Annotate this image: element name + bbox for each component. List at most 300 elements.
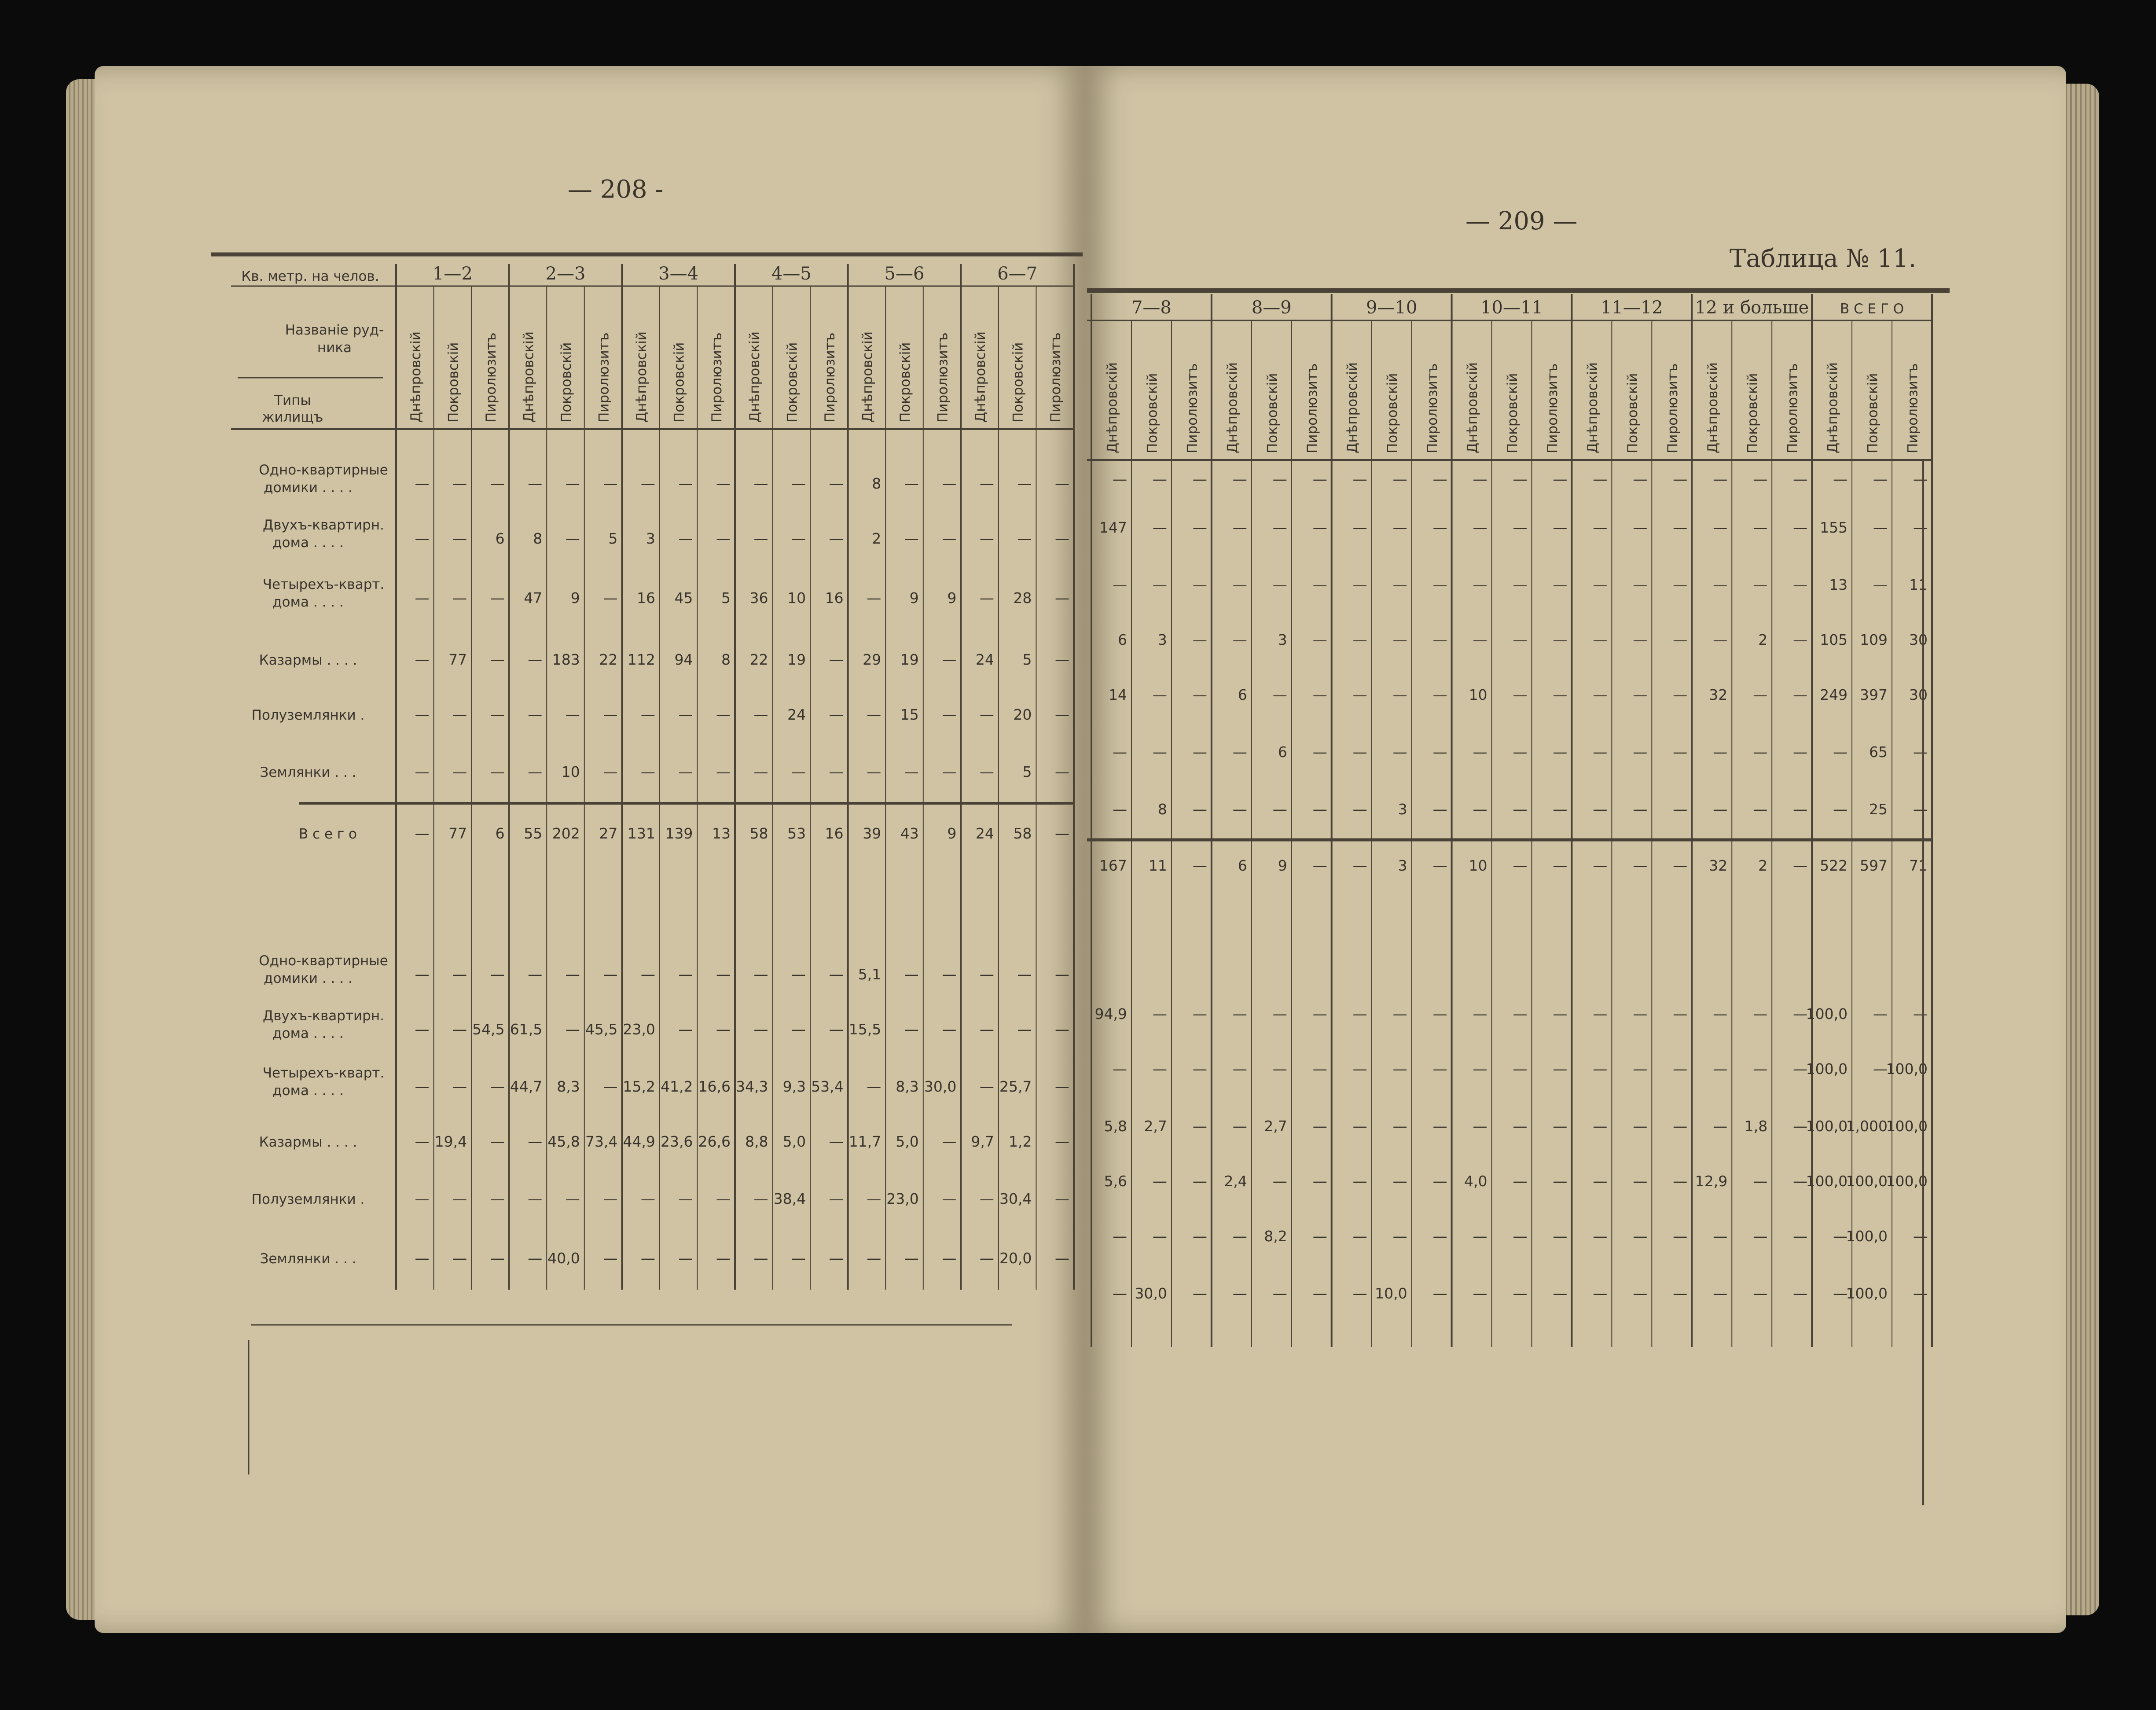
abs-cell: — — [1272, 471, 1287, 488]
mine-column-header: Пиролюзитъ — [1544, 363, 1561, 453]
abs-cell: — — [1553, 471, 1568, 488]
pct-cell: — — [1392, 1060, 1407, 1077]
abs-cell: — — [1432, 686, 1447, 703]
total-row-label: В с е г о — [298, 826, 357, 842]
pct-cell: — — [1553, 1118, 1568, 1135]
abs-cell: — — [1513, 576, 1528, 593]
abs-cell: — — [1633, 471, 1648, 488]
abs-cell: — — [829, 475, 844, 492]
abs-cell: — — [565, 530, 580, 547]
abs-cell: — — [942, 530, 957, 547]
total-cell: 24 — [975, 825, 994, 842]
mine-column-header: Покровскій — [671, 342, 687, 423]
abs-cell: 8 — [533, 530, 543, 547]
abs-cell: — — [1473, 519, 1488, 536]
total-cell: — — [1673, 857, 1688, 874]
abs-cell: — — [1272, 801, 1287, 818]
pct-cell: — — [716, 1021, 731, 1038]
mine-column-header: Днѣпровскій — [746, 331, 763, 423]
pct-cell: — — [1017, 1021, 1032, 1038]
pct-cell: 26,6 — [698, 1133, 731, 1150]
total-cell: 58 — [1013, 825, 1032, 842]
total-cell: — — [1312, 857, 1327, 874]
abs-cell: — — [528, 475, 543, 492]
abs-cell: 6 — [1238, 686, 1247, 703]
pct-cell: — — [1673, 1005, 1688, 1022]
abs-cell: — — [1392, 743, 1407, 761]
abs-cell: — — [490, 589, 505, 607]
pct-cell: — — [1593, 1118, 1608, 1135]
abs-cell: — — [829, 651, 844, 668]
mine-column-header: Пиролюзитъ — [596, 332, 612, 423]
pct-cell: — — [490, 1078, 505, 1095]
abs-cell: — — [1713, 743, 1728, 761]
abs-cell: — — [1152, 743, 1167, 761]
pct-cell: 45,8 — [547, 1133, 580, 1150]
abs-cell: — — [1633, 743, 1648, 761]
abs-cell: — — [716, 475, 731, 492]
abs-cell: — — [1473, 576, 1488, 593]
pct-cell: — — [1713, 1285, 1728, 1302]
abs-cell: 112 — [627, 651, 655, 668]
abs-cell: 14 — [1108, 686, 1127, 703]
pct-cell: — — [1513, 1060, 1528, 1077]
pct-cell: — — [640, 1250, 655, 1267]
pct-cell: — — [490, 1133, 505, 1150]
abs-cell: — — [1553, 519, 1568, 536]
pct-cell: — — [1432, 1173, 1447, 1190]
abs-cell: — — [1152, 519, 1167, 536]
total-cell: 58 — [749, 825, 768, 842]
abs-cell: — — [1232, 631, 1247, 648]
abs-cell: — — [528, 651, 543, 668]
abs-cell: — — [1633, 519, 1648, 536]
total-cell: — — [1553, 857, 1568, 874]
mine-caption: Названіе руд- — [285, 322, 384, 338]
pct-cell: — — [942, 1190, 957, 1207]
abs-cell: — — [904, 763, 919, 780]
abs-cell: — — [1553, 801, 1568, 818]
pct-cell: — — [528, 966, 543, 983]
pct-cell: 53,4 — [811, 1078, 844, 1095]
pct-cell: — — [1673, 1228, 1688, 1245]
pct-cell: — — [603, 1250, 618, 1267]
pct-cell: — — [415, 1021, 430, 1038]
abs-cell: 147 — [1099, 519, 1127, 536]
pct-cell: — — [867, 1190, 881, 1207]
pct-cell: — — [528, 1190, 543, 1207]
abs-cell: — — [490, 475, 505, 492]
abs-cell: 8 — [1157, 801, 1167, 818]
total-cell: 55 — [524, 825, 543, 842]
pct-cell: — — [452, 1250, 467, 1267]
pct-cell: 100,0 — [1846, 1173, 1888, 1190]
abs-cell: 5 — [721, 589, 731, 607]
pct-cell: — — [1633, 1005, 1648, 1022]
abs-cell: 10 — [561, 763, 580, 780]
pct-cell: — — [1192, 1228, 1207, 1245]
pct-cell: — — [716, 1190, 731, 1207]
abs-cell: — — [1432, 801, 1447, 818]
group-header: 4—5 — [771, 264, 812, 284]
abs-cell: 16 — [636, 589, 655, 607]
abs-cell: — — [415, 475, 430, 492]
abs-cell: — — [1913, 471, 1928, 488]
abs-cell: — — [1593, 576, 1608, 593]
abs-cell: — — [1392, 519, 1407, 536]
abs-cell: — — [1272, 576, 1287, 593]
abs-cell: — — [1513, 743, 1528, 761]
abs-cell: — — [678, 763, 693, 780]
total-cell: 2 — [1758, 857, 1768, 874]
abs-cell: — — [1593, 471, 1608, 488]
abs-cell: — — [1673, 471, 1688, 488]
pct-cell: — — [678, 966, 693, 983]
mine-column-header: Днѣпровскій — [634, 331, 650, 423]
pct-cell: — — [1513, 1118, 1528, 1135]
pct-row-label: Землянки . . . — [260, 1251, 356, 1267]
pct-cell: — — [452, 1078, 467, 1095]
pct-cell: 38,4 — [773, 1190, 806, 1207]
pct-cell: — — [1753, 1285, 1768, 1302]
pct-cell: 11,7 — [848, 1133, 881, 1150]
pct-cell: — — [1112, 1060, 1127, 1077]
pct-cell: — — [1793, 1285, 1808, 1302]
abs-cell: — — [1673, 686, 1688, 703]
abs-cell: 5 — [1022, 651, 1032, 668]
mine-column-header: Покровскій — [1264, 373, 1281, 453]
abs-cell: — — [1713, 631, 1728, 648]
total-cell: 39 — [863, 825, 881, 842]
pct-cell: — — [1232, 1060, 1247, 1077]
mine-column-header: Пиролюзитъ — [1905, 363, 1921, 453]
abs-cell: — — [1913, 519, 1928, 536]
total-cell: 167 — [1099, 857, 1127, 874]
pct-cell: — — [1473, 1228, 1488, 1245]
abs-cell: — — [1753, 686, 1768, 703]
abs-cell: — — [791, 763, 806, 780]
pct-cell: — — [1432, 1228, 1447, 1245]
abs-row-label: дома . . . . — [272, 535, 344, 551]
pct-cell: — — [1192, 1173, 1207, 1190]
pct-cell: 100,0 — [1806, 1060, 1848, 1077]
pct-cell: 16,6 — [698, 1078, 731, 1095]
pct-cell: 100,0 — [1806, 1005, 1848, 1022]
total-cell: — — [1192, 857, 1207, 874]
abs-cell: 2 — [872, 530, 881, 547]
pct-cell: — — [716, 966, 731, 983]
abs-cell: 19 — [787, 651, 806, 668]
abs-cell: — — [1352, 686, 1367, 703]
abs-cell: — — [1793, 576, 1808, 593]
pct-cell: 2,4 — [1224, 1173, 1247, 1190]
pct-cell: — — [1152, 1228, 1167, 1245]
abs-cell: — — [1432, 471, 1447, 488]
corner-header: Кв. метр. на челов. — [241, 268, 379, 284]
mine-column-header: Пиролюзитъ — [1184, 363, 1201, 453]
mine-column-header: Днѣпровскій — [521, 331, 537, 423]
abs-cell: — — [603, 763, 618, 780]
abs-cell: — — [603, 706, 618, 723]
abs-cell: 155 — [1820, 519, 1848, 536]
abs-cell: 32 — [1709, 686, 1728, 703]
pct-cell: 23,6 — [660, 1133, 693, 1150]
abs-cell: — — [1312, 801, 1327, 818]
pct-cell: — — [528, 1250, 543, 1267]
abs-cell: 36 — [749, 589, 768, 607]
pct-cell: — — [1473, 1060, 1488, 1077]
abs-cell: — — [452, 475, 467, 492]
pct-cell: 10,0 — [1375, 1285, 1407, 1302]
pct-cell: — — [565, 966, 580, 983]
abs-cell: 22 — [599, 651, 618, 668]
pct-cell: — — [1192, 1005, 1207, 1022]
pct-cell: — — [1352, 1118, 1367, 1135]
total-cell: 13 — [712, 825, 731, 842]
pct-cell: — — [678, 1250, 693, 1267]
abs-cell: 5 — [608, 530, 618, 547]
pct-cell: — — [1673, 1118, 1688, 1135]
mine-column-header: Покровскій — [1144, 373, 1161, 453]
pct-cell: — — [904, 966, 919, 983]
abs-cell: — — [1553, 576, 1568, 593]
abs-cell: — — [1392, 471, 1407, 488]
abs-cell: — — [1432, 743, 1447, 761]
abs-cell: — — [1673, 801, 1688, 818]
pct-row-label: дома . . . . — [272, 1083, 344, 1099]
abs-cell: — — [1312, 743, 1327, 761]
abs-cell: 30 — [1909, 686, 1928, 703]
pct-cell: — — [603, 1078, 618, 1095]
mine-column-header: Днѣпровскій — [408, 331, 424, 423]
group-header: 11—12 — [1600, 298, 1663, 318]
pct-cell: 9,3 — [782, 1078, 806, 1095]
pct-cell: — — [1553, 1228, 1568, 1245]
abs-cell: — — [1192, 576, 1207, 593]
pct-cell: — — [1553, 1285, 1568, 1302]
pct-cell: — — [1352, 1060, 1367, 1077]
abs-cell: — — [979, 706, 994, 723]
abs-cell: — — [1432, 519, 1447, 536]
abs-cell: — — [1553, 631, 1568, 648]
abs-cell: — — [1392, 631, 1407, 648]
abs-cell: — — [1673, 519, 1688, 536]
pct-cell: — — [1312, 1173, 1327, 1190]
abs-cell: — — [1633, 801, 1648, 818]
mine-column-header: Покровскій — [1505, 373, 1521, 453]
pct-cell: — — [1232, 1228, 1247, 1245]
pct-cell: 5,8 — [1104, 1118, 1127, 1135]
pct-cell: — — [791, 1250, 806, 1267]
abs-row-label: домики . . . . — [264, 480, 353, 496]
mine-column-header: Пиролюзитъ — [822, 332, 838, 423]
mine-column-header: Покровскій — [784, 342, 801, 423]
pct-cell: — — [1913, 1285, 1928, 1302]
abs-cell: 105 — [1820, 631, 1848, 648]
pct-cell: — — [942, 1021, 957, 1038]
pct-cell: — — [1473, 1005, 1488, 1022]
pct-cell: — — [1873, 1005, 1888, 1022]
abs-cell: — — [603, 589, 618, 607]
mine-column-header: Днѣпровскій — [1344, 362, 1361, 453]
group-header: 7—8 — [1131, 298, 1172, 318]
pct-cell: — — [1017, 966, 1032, 983]
pct-cell: — — [1055, 966, 1069, 983]
abs-cell: — — [1232, 743, 1247, 761]
pct-cell: — — [1152, 1060, 1167, 1077]
pct-cell: — — [1272, 1005, 1287, 1022]
pct-row-label: Одно-квартирные — [259, 953, 388, 969]
abs-cell: — — [1633, 576, 1648, 593]
abs-cell: — — [1152, 576, 1167, 593]
total-cell: 16 — [825, 825, 844, 842]
pct-cell: 44,9 — [623, 1133, 655, 1150]
abs-cell: — — [1112, 471, 1127, 488]
pct-cell: — — [1673, 1285, 1688, 1302]
abs-cell: 3 — [646, 530, 655, 547]
abs-cell: — — [1192, 686, 1207, 703]
pct-cell: 1,000 — [1846, 1118, 1888, 1135]
abs-cell: — — [904, 530, 919, 547]
abs-cell: — — [1833, 743, 1848, 761]
mine-column-header: Днѣпровскій — [1825, 362, 1841, 453]
pct-cell: — — [1513, 1228, 1528, 1245]
pct-cell: 54,5 — [472, 1021, 505, 1038]
pct-cell: — — [1753, 1005, 1768, 1022]
pct-cell: — — [1713, 1005, 1728, 1022]
pct-cell: — — [415, 966, 430, 983]
total-cell: — — [1513, 857, 1528, 874]
mine-column-header: Покровскій — [1385, 373, 1401, 453]
abs-cell: 22 — [749, 651, 768, 668]
pct-cell: — — [1352, 1173, 1367, 1190]
abs-cell: 3 — [1278, 631, 1287, 648]
abs-cell: — — [1753, 471, 1768, 488]
total-cell: — — [415, 825, 430, 842]
abs-cell: 10 — [787, 589, 806, 607]
pct-cell: 100,0 — [1846, 1285, 1888, 1302]
abs-cell: 45 — [674, 589, 693, 607]
total-cell: 6 — [1238, 857, 1247, 874]
pct-cell: — — [1753, 1060, 1768, 1077]
abs-cell: — — [1713, 471, 1728, 488]
pct-cell: — — [1432, 1005, 1447, 1022]
pct-cell: — — [1055, 1078, 1069, 1095]
pct-cell: — — [979, 1078, 994, 1095]
pct-cell: — — [415, 1133, 430, 1150]
pct-cell: — — [1553, 1173, 1568, 1190]
abs-cell: — — [1513, 631, 1528, 648]
total-cell: — — [1593, 857, 1608, 874]
pct-cell: — — [1312, 1005, 1327, 1022]
abs-cell: — — [1192, 801, 1207, 818]
pct-cell: 100,0 — [1806, 1173, 1848, 1190]
mine-column-header: Покровскій — [558, 342, 574, 423]
types-caption: жилищъ — [262, 409, 323, 425]
pct-cell: 15,5 — [848, 1021, 881, 1038]
pct-cell: — — [1593, 1285, 1608, 1302]
abs-cell: — — [603, 475, 618, 492]
abs-cell: — — [1055, 589, 1069, 607]
abs-cell: 10 — [1469, 686, 1488, 703]
abs-cell: — — [1232, 801, 1247, 818]
pct-cell: — — [1713, 1060, 1728, 1077]
abs-cell: — — [1192, 471, 1207, 488]
pct-cell: — — [979, 1250, 994, 1267]
abs-cell: — — [452, 763, 467, 780]
abs-cell: — — [829, 763, 844, 780]
total-cell: — — [1633, 857, 1648, 874]
abs-cell: — — [1312, 576, 1327, 593]
pct-cell: — — [1793, 1060, 1808, 1077]
mine-column-header: Днѣпровскій — [859, 331, 876, 423]
abs-cell: 6 — [495, 530, 505, 547]
abs-cell: — — [1312, 631, 1327, 648]
abs-cell: — — [678, 706, 693, 723]
pct-cell: — — [1553, 1005, 1568, 1022]
pct-cell: 44,7 — [510, 1078, 543, 1095]
pct-cell: — — [1673, 1060, 1688, 1077]
pct-cell: — — [1513, 1173, 1528, 1190]
pct-cell: 61,5 — [510, 1021, 543, 1038]
pct-cell: — — [490, 1250, 505, 1267]
abs-cell: 8 — [721, 651, 731, 668]
abs-cell: — — [1513, 686, 1528, 703]
abs-cell: — — [1352, 801, 1367, 818]
pct-cell: — — [1633, 1173, 1648, 1190]
abs-cell: — — [1312, 519, 1327, 536]
pct-cell: 100,0 — [1886, 1118, 1928, 1135]
abs-cell: 11 — [1909, 576, 1928, 593]
abs-cell: — — [1392, 686, 1407, 703]
pct-cell: — — [1312, 1118, 1327, 1135]
mine-column-header: Пиролюзитъ — [1304, 363, 1321, 453]
pct-cell: — — [1593, 1173, 1608, 1190]
abs-cell: — — [490, 763, 505, 780]
pct-cell: — — [829, 1133, 844, 1150]
pct-cell: 23,0 — [886, 1190, 919, 1207]
abs-cell: — — [1312, 686, 1327, 703]
abs-row-label: Землянки . . . — [260, 765, 356, 780]
abs-cell: — — [716, 706, 731, 723]
abs-cell: — — [1673, 743, 1688, 761]
mine-column-header: Пиролюзитъ — [1664, 363, 1681, 453]
mine-column-header: Пиролюзитъ — [1785, 363, 1801, 453]
pct-cell: — — [979, 1190, 994, 1207]
group-header: 2—3 — [545, 264, 586, 284]
pct-cell: — — [1432, 1285, 1447, 1302]
pct-cell: — — [979, 1021, 994, 1038]
total-cell: 3 — [1398, 857, 1407, 874]
pct-cell: — — [753, 1021, 768, 1038]
pct-cell: 15,2 — [623, 1078, 655, 1095]
pct-cell: 5,0 — [782, 1133, 806, 1150]
abs-cell: — — [1112, 801, 1127, 818]
total-cell: — — [1432, 857, 1447, 874]
mine-column-header: Покровскій — [1010, 342, 1026, 423]
total-cell: 6 — [495, 825, 505, 842]
pct-cell: — — [1753, 1173, 1768, 1190]
abs-cell: — — [1232, 519, 1247, 536]
pct-cell: — — [1713, 1228, 1728, 1245]
total-cell: — — [1793, 857, 1808, 874]
pct-cell: — — [565, 1021, 580, 1038]
abs-cell: 2 — [1758, 631, 1768, 648]
table-title: Таблица № 11. — [1730, 244, 1917, 273]
abs-cell: 25 — [1869, 801, 1888, 818]
abs-cell: — — [1513, 519, 1528, 536]
pct-cell: — — [829, 1190, 844, 1207]
